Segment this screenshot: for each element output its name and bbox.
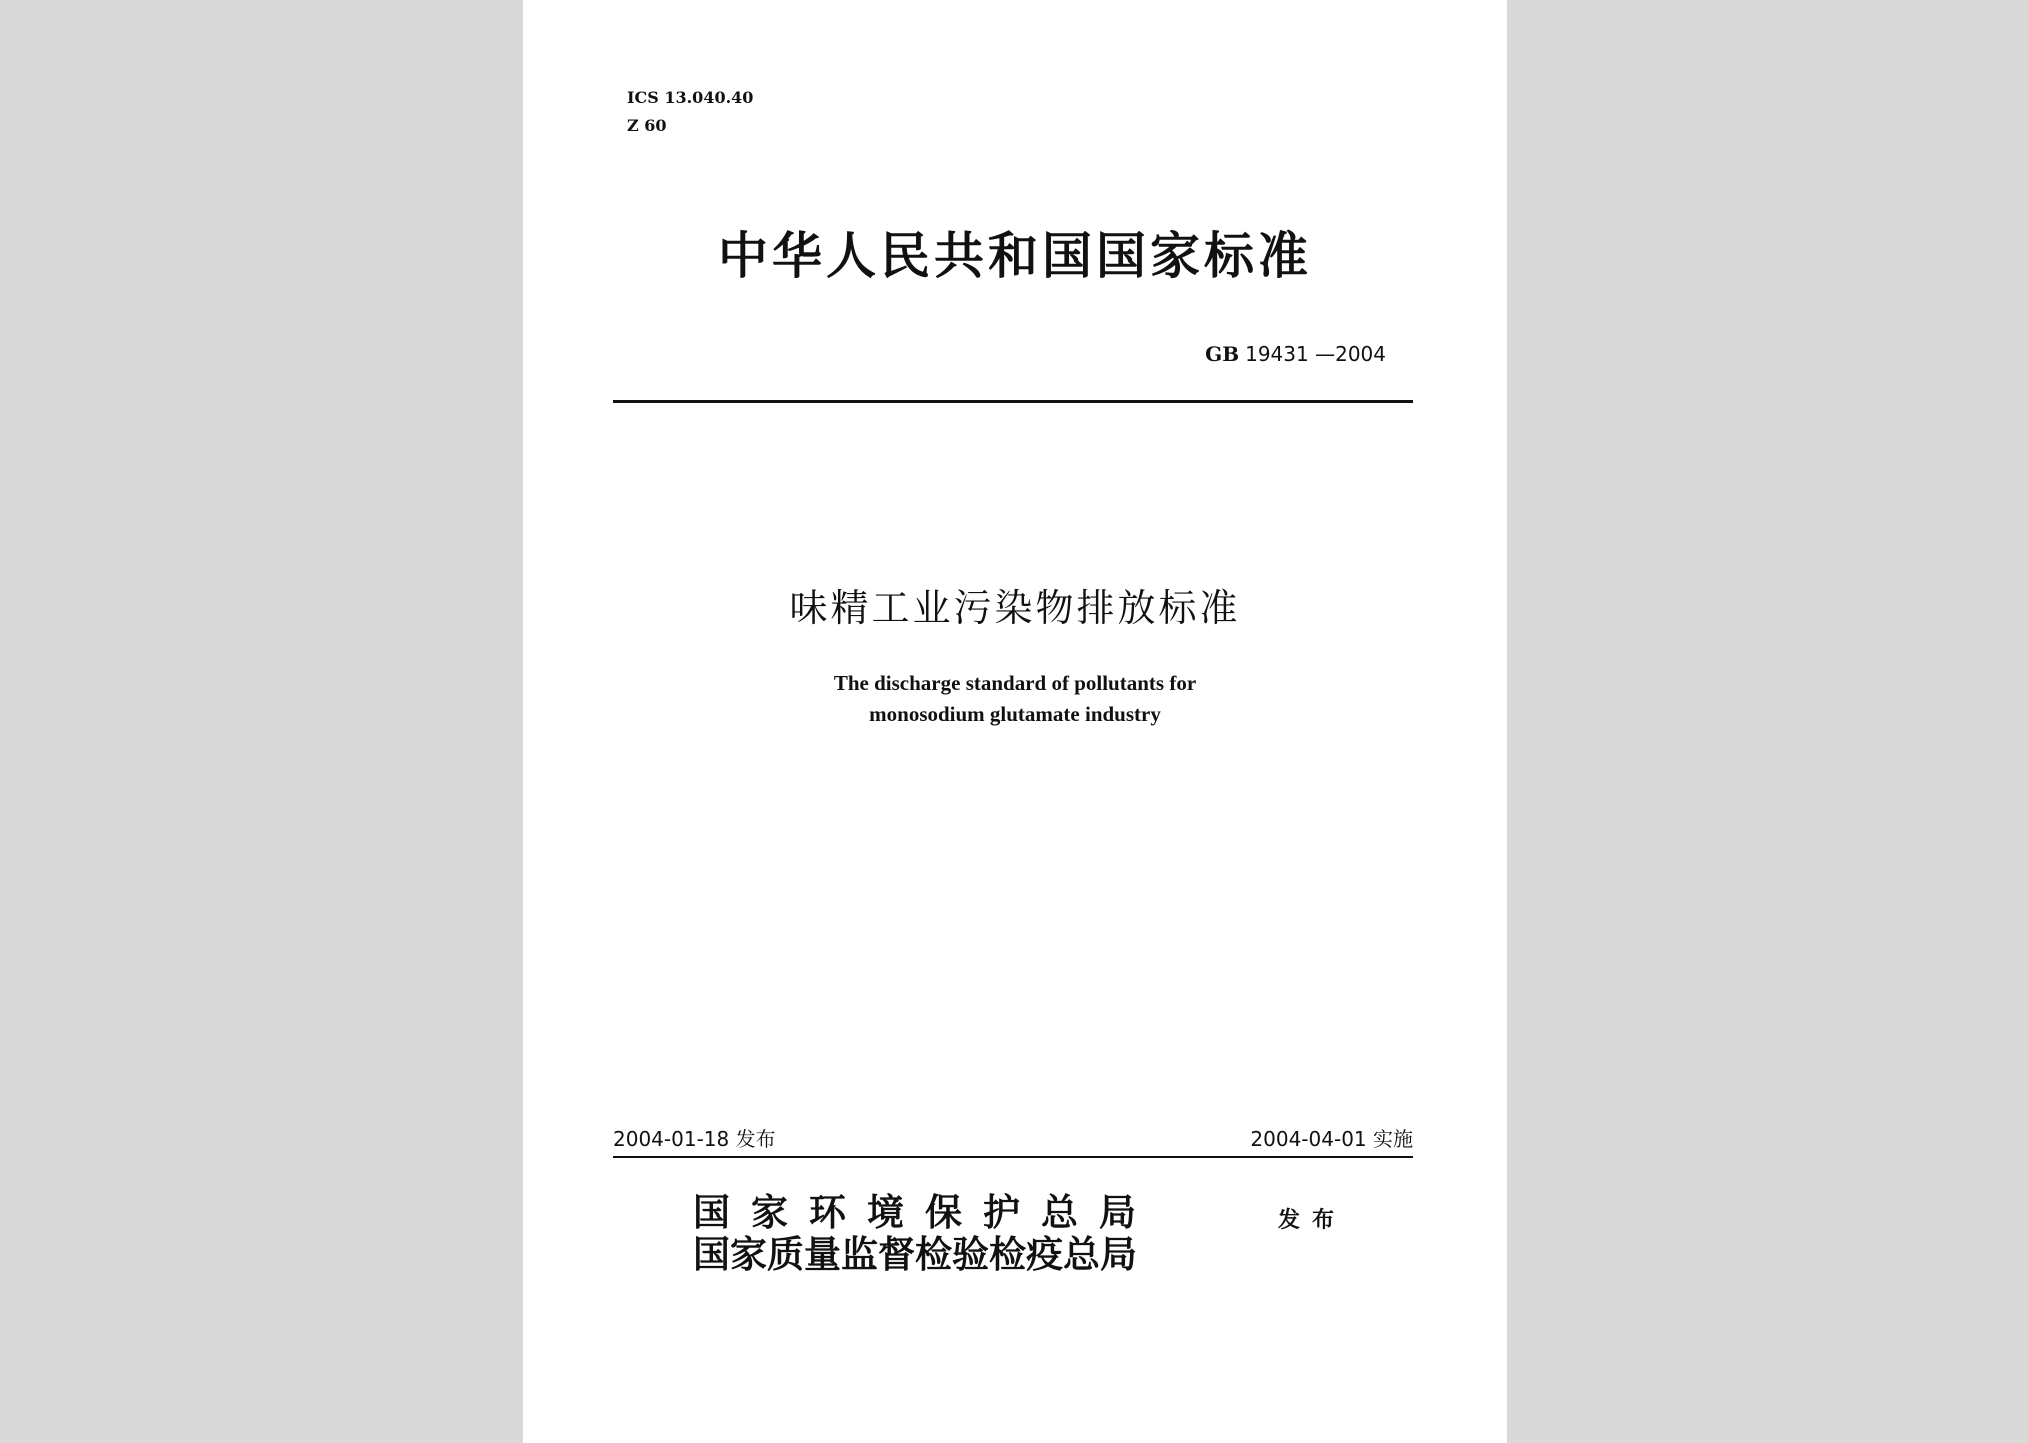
top-divider [613, 400, 1413, 403]
english-title-line-1: The discharge standard of pollutants for [833, 671, 1197, 695]
chinese-title: 味精工业污染物排放标准 [789, 586, 1241, 630]
bottom-divider [613, 1156, 1413, 1158]
standard-prefix: GB [1205, 342, 1240, 366]
issuer-sepa: 国家环境保护总局 [693, 1190, 1157, 1234]
implementation-date: 2004-04-01 实施 [1250, 1127, 1413, 1151]
ccs-code: Z 60 [627, 116, 667, 135]
standard-number-value: 19431 —2004 [1245, 342, 1386, 366]
issue-date: 2004-01-18 发布 [613, 1127, 776, 1151]
english-title-line-2: monosodium glutamate industry [869, 702, 1161, 726]
publish-label: 发布 [1278, 1207, 1347, 1233]
ics-code: ICS 13.040.40 [627, 88, 754, 107]
standard-number [1205, 341, 1386, 367]
national-standard-title: 中华人民共和国国家标准 [718, 227, 1312, 285]
issuer-aqsiq: 国家质量监督检验检疫总局 [693, 1232, 1137, 1276]
document-page [523, 0, 1507, 1443]
